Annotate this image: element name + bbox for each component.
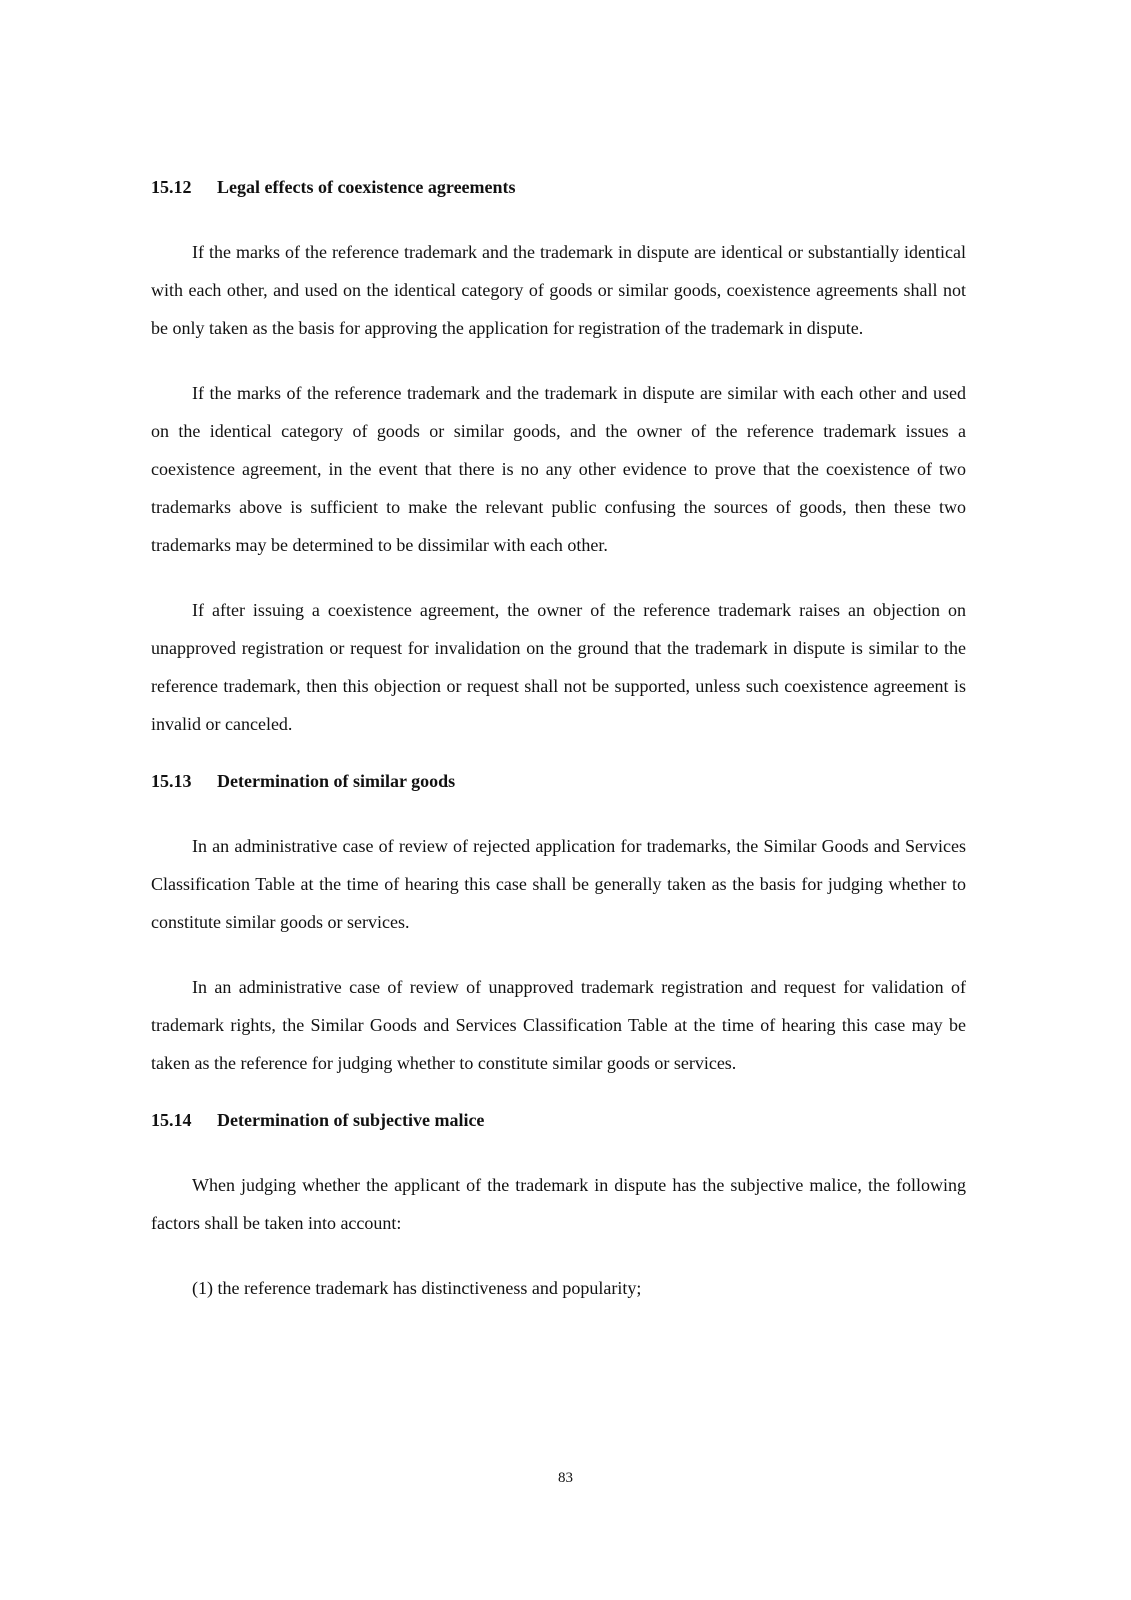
page-number: 83: [558, 1470, 573, 1486]
paragraph: If after issuing a coexistence agreement, the owner of the reference trademark raises an objection on unapproved registration or request for invalidation on the ground that the trademark in dispute is similar to the reference trademark, then this objection or request shall not be supported, unless such coexistence agreement is invalid or canceled.: [151, 600, 966, 734]
paragraph: In an administrative case of review of rejected application for trademarks, the Similar Goods and Services Classification Table at the time of hearing this case shall be generally taken as the basis for judging whether to constitute similar goods or services.: [151, 836, 966, 932]
page-body: [151, 175, 966, 1307]
section-heading-15-12: [151, 175, 966, 199]
section-title: Determination of subjective malice: [217, 1110, 485, 1130]
section-title: Legal effects of coexistence agreements: [217, 177, 516, 197]
list-item: (1) the reference trademark has distinctiveness and popularity;: [192, 1278, 642, 1298]
section-number: 15.13: [151, 771, 192, 791]
section-number: 15.12: [151, 177, 192, 197]
section-heading-15-14: [151, 1108, 966, 1132]
section-number: 15.14: [151, 1110, 192, 1130]
paragraph: If the marks of the reference trademark and the trademark in dispute are identical or substantially identical with each other, and used on the identical category of goods or similar goods, coexistence agreements shall not be only taken as the basis for approving the application for registration of the trademark in dispute.: [151, 242, 966, 338]
section-title: Determination of similar goods: [217, 771, 456, 791]
paragraph: If the marks of the reference trademark and the trademark in dispute are similar with each other and used on the identical category of goods or similar goods, and the owner of the reference trademark issues a coexistence agreement, in the event that there is no any other evidence to prove that the coexistence of two trademarks above is sufficient to make the relevant public confusing the sources of goods, then these two trademarks may be determined to be dissimilar with each other.: [151, 383, 966, 555]
paragraph: In an administrative case of review of unapproved trademark registration and request for validation of trademark rights, the Similar Goods and Services Classification Table at the time of hearing this case may be taken as the reference for judging whether to constitute similar goods or services.: [151, 977, 966, 1073]
section-heading-15-13: [151, 769, 966, 793]
paragraph: When judging whether the applicant of the trademark in dispute has the subjective malice, the following factors shall be taken into account:: [151, 1175, 966, 1233]
